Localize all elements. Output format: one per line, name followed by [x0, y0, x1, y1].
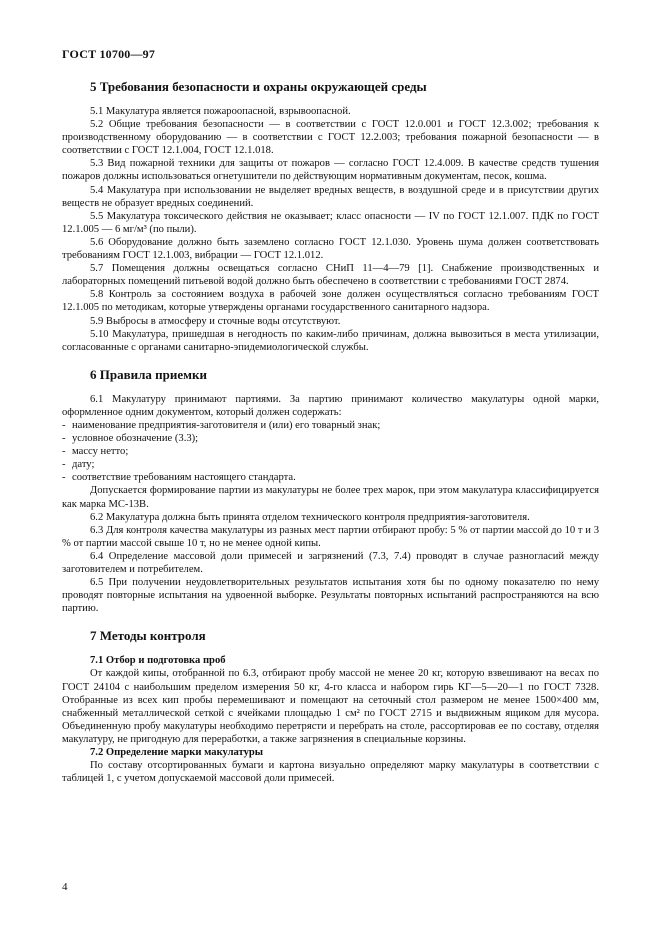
- paragraph-6-3: 6.3 Для контроля качества макулатуры из разных мест партии отбирают пробу: 5 % от партии массой до 10 т и 3 % от партии массой свыше 10 т, но не менее одной кипы.: [62, 524, 599, 549]
- paragraph-6-1: 6.1 Макулатуру принимают партиями. За партию принимают количество макулатуры одной марки, оформленное одним документом, который должен содержать:: [62, 393, 599, 418]
- subsection-7-1-title: 7.1 Отбор и подготовка проб: [90, 655, 226, 667]
- subsection-7-2-title: 7.2 Определение марки макулатуры: [90, 747, 264, 759]
- section-7-title: 7 Методы контроля: [90, 628, 206, 644]
- list-item: - наименование предприятия-заготовителя и (или) его товарный знак;: [62, 419, 599, 432]
- list-item: - соответствие требованиям настоящего стандарта.: [62, 471, 599, 484]
- section-5: [62, 79, 599, 354]
- document-header: ГОСТ 10700—97: [62, 47, 156, 61]
- section-7: [62, 628, 599, 785]
- paragraph-5-2: 5.2 Общие требования безопасности — в соответствии с ГОСТ 12.0.001 и ГОСТ 12.3.002; требования к производственному оборудованию — в соответствии с ГОСТ 12.2.003; требования пожарной безопасности — в соответствии с ГОСТ 12.1.004, ГОСТ 12.1.018.: [62, 119, 599, 157]
- paragraph-5-10: 5.10 Макулатура, пришедшая в негодность по каким-либо причинам, должна вывозиться в места утилизации, согласованные с органами санитарно-эпидемиологической службы.: [62, 328, 599, 353]
- list-item: - дату;: [62, 458, 599, 471]
- paragraph-6-5: 6.5 При получении неудовлетворительных результатов испытания хотя бы по одному показателю по нему проводят повторные испытания на удвоенной выборке. Результаты повторных испытаний распространяются на всю партию.: [62, 577, 599, 615]
- paragraph-6-4: 6.4 Определение массовой доли примесей и загрязнений (7.3, 7.4) проводят в случае разногласий между заготовителем и потребителем.: [62, 550, 599, 575]
- paragraph-5-4: 5.4 Макулатура при использовании не выделяет вредных веществ, в воздушной среде и в присутствии других веществ не образует вредных соединений.: [62, 184, 599, 209]
- section-6-title: 6 Правила приемки: [90, 366, 207, 382]
- paragraph-5-3: 5.3 Вид пожарной техники для защиты от пожаров — согласно ГОСТ 12.4.009. В качестве средств тушения пожаров должны использоваться огнетушители по действующим нормативным документам, песок, кошма.: [62, 158, 599, 183]
- list-item: - условное обозначение (3.3);: [62, 432, 599, 445]
- paragraph-5-8: 5.8 Контроль за состоянием воздуха в рабочей зоне должен осуществляться согласно требованиям ГОСТ 12.1.005 по методикам, которые утверждены органами государственного санитарного надзора.: [62, 289, 599, 314]
- paragraph-5-7: 5.7 Помещения должны освещаться согласно СНиП 11—4—79 [1]. Снабжение производственных и лабораторных помещений питьевой водой должно быть обеспечено в соответствии с требованиями ГОСТ 2874.: [62, 263, 599, 288]
- document-contents-list: [62, 419, 599, 484]
- paragraph-5-6: 5.6 Оборудование должно быть заземлено согласно ГОСТ 12.1.030. Уровень шума должен соответствовать требованиям ГОСТ 12.1.003, вибрации — ГОСТ 12.1.012.: [62, 236, 599, 262]
- paragraph-6-1-note: Допускается формирование партии из макулатуры не более трех марок, при этом макулатура классифицируется как марка МС-13В.: [62, 485, 599, 510]
- list-item: - массу нетто;: [62, 445, 599, 458]
- paragraph-5-5: 5.5 Макулатура токсического действия не оказывает; класс опасности — IV по ГОСТ 12.1.007. ПДК по ГОСТ 12.1.005 — 6 мг/м³ (по пыли).: [62, 210, 599, 235]
- paragraph-6-2: 6.2 Макулатура должна быть принята отделом технического контроля предприятия-заготовителя.: [90, 511, 530, 523]
- paragraph-7-1: От каждой кипы, отобранной по 6.3, отбирают пробу массой не менее 20 кг, которую взвешивают на весах по ГОСТ 24104 с наибольшим пределом измерения 50 кг, 4-го класса и набором гирь КГ—5—20—1 по ГОСТ 7328. Отобранные из всех кип пробы перемешивают и помещают на сеточный стол размером не менее 1500×400 мм, снабженный металлической сеткой с ячейками площадью 1 см² по ГОСТ 2715 и выдвижным ящиком для мусора. Объединенную пробу макулатуры необходимо перетрясти и перебрать на столе, рассортировав ее по составу, отделяя макулатуру, не пригодную для переработки, а также загрязнения в специальные корзины.: [62, 668, 599, 745]
- section-5-title: 5 Требования безопасности и охраны окружающей среды: [90, 79, 427, 94]
- paragraph-5-1: 5.1 Макулатура является пожароопасной, взрывоопасной.: [90, 106, 351, 117]
- paragraph-5-9: 5.9 Выбросы в атмосферу и сточные воды отсутствуют.: [90, 315, 341, 327]
- section-6: [62, 367, 599, 616]
- page-number: 4: [62, 881, 68, 893]
- document-body: [62, 66, 599, 785]
- paragraph-7-2: По составу отсортированных бумаги и картона визуально определяют марку макулатуры в соответствии с таблицей 1, с учетом допускаемой массовой доли примесей.: [62, 760, 599, 785]
